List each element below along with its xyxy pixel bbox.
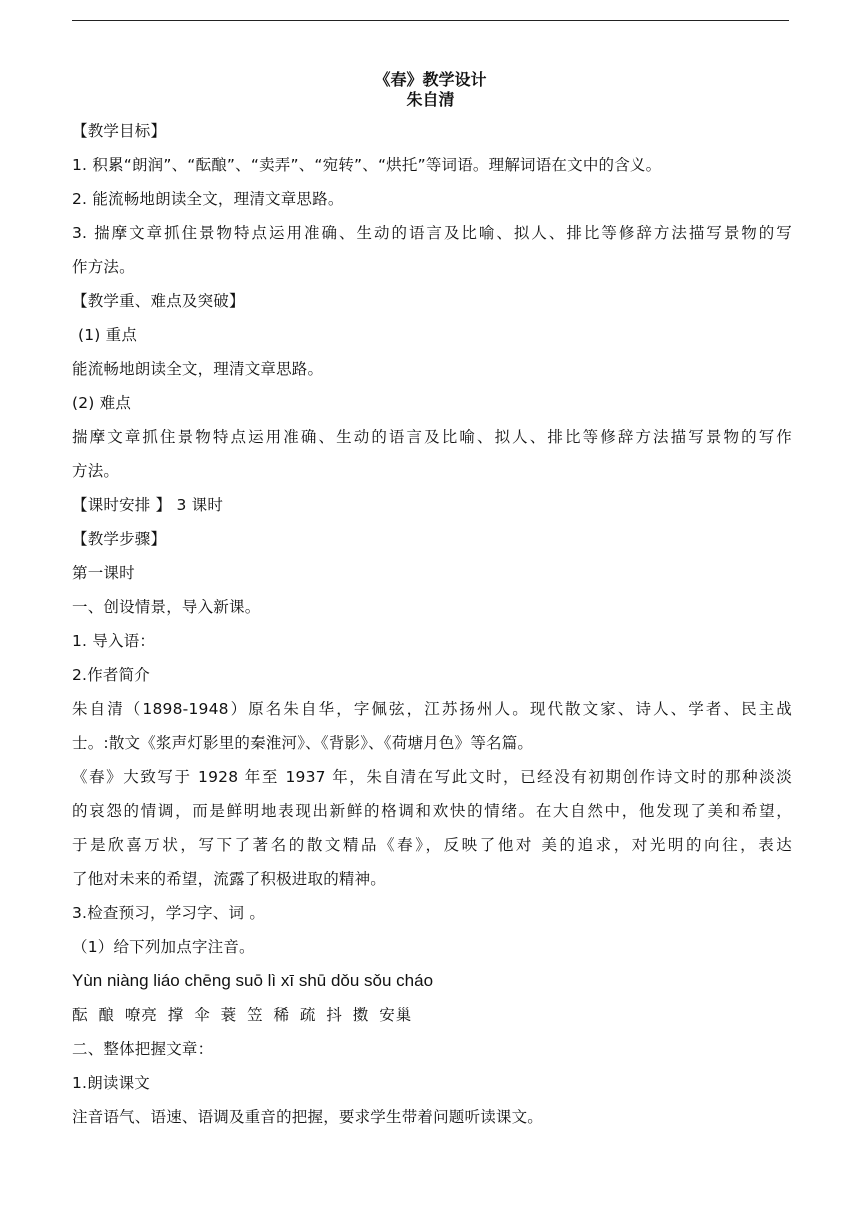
background-line-3: 于是欣喜万状，写下了著名的散文精品《春》，反映了他对 美的追求，对光明的向往，表达	[72, 836, 792, 854]
objective-item-3: 3. 揣摩文章抓住景物特点运用准确、生动的语言及比喻、拟人、排比等修辞方法描写景物的写	[72, 224, 792, 242]
step-heading-intro: 一、创设情景，导入新课。	[72, 598, 261, 616]
section-heading-schedule: 【课时安排 】 3 课时	[72, 496, 224, 514]
step-item-author-intro: 2.作者简介	[72, 666, 150, 684]
difficulty-label: (2) 难点	[72, 394, 132, 412]
document-body	[72, 114, 792, 1134]
objective-item-3-cont: 作方法。	[72, 258, 135, 276]
author-bio-line-1: 朱自清（1898-1948）原名朱自华，字佩弦，江苏扬州人。现代散文家、诗人、学者、民主战	[72, 700, 792, 718]
section-heading-steps: 【教学步骤】	[72, 530, 167, 548]
section-heading-objectives: 【教学目标】	[72, 122, 167, 140]
title-block	[72, 70, 789, 110]
lesson-heading-first: 第一课时	[72, 564, 135, 582]
header-rule	[72, 20, 789, 21]
key-point-text: 能流畅地朗读全文，理清文章思路。	[72, 360, 324, 378]
pinyin-row: Yùn niàng liáo chēng suō lì xī shū dǒu sǒu cháo	[72, 971, 434, 990]
difficulty-text-cont: 方法。	[72, 462, 120, 480]
difficulty-text: 揣摩文章抓住景物特点运用准确、生动的语言及比喻、拟人、排比等修辞方法描写景物的写作	[72, 428, 792, 446]
exercise-instruction: （1）给下列加点字注音。	[72, 938, 255, 956]
step-item-preview-check: 3.检查预习，学习字、词 。	[72, 904, 266, 922]
step-item-read-aloud: 1.朗读课文	[72, 1074, 150, 1092]
step-item-lead-in: 1. 导入语：	[72, 632, 156, 650]
character-row: 酝 酿 嘹亮 撑 伞 蓑 笠 稀 疏 抖 擞 安巢	[72, 1006, 413, 1024]
background-line-4: 了他对未来的希望，流露了积极进取的精神。	[72, 870, 387, 888]
section-heading-key-points: 【教学重、难点及突破】	[72, 292, 245, 310]
objective-item-2: 2. 能流畅地朗读全文，理清文章思路。	[72, 190, 344, 208]
background-line-2: 的哀怨的情调，而是鲜明地表现出新鲜的格调和欢快的情绪。在大自然中，他发现了美和希望，	[72, 802, 792, 820]
objective-item-1: 1. 积累“朗润”、“酝酿”、“卖弄”、“宛转”、“烘托”等词语。理解词语在文中的含义。	[72, 156, 662, 174]
key-point-label: (1) 重点	[78, 326, 138, 344]
author-bio-line-2: 士。:散文《浆声灯影里的秦淮河》、《背影》、《荷塘月色》等名篇。	[72, 734, 534, 752]
document-title: 《春》教学设计	[374, 70, 487, 89]
step-heading-overall: 二、整体把握文章：	[72, 1040, 214, 1058]
background-line-1: 《春》大致写于 1928 年至 1937 年，朱自清在写此文时，已经没有初期创作诗文时的那种淡淡	[72, 768, 792, 786]
reading-instruction: 注音语气、语速、语调及重音的把握，要求学生带着问题听读课文。	[72, 1108, 544, 1126]
document-author: 朱自清	[406, 90, 455, 109]
